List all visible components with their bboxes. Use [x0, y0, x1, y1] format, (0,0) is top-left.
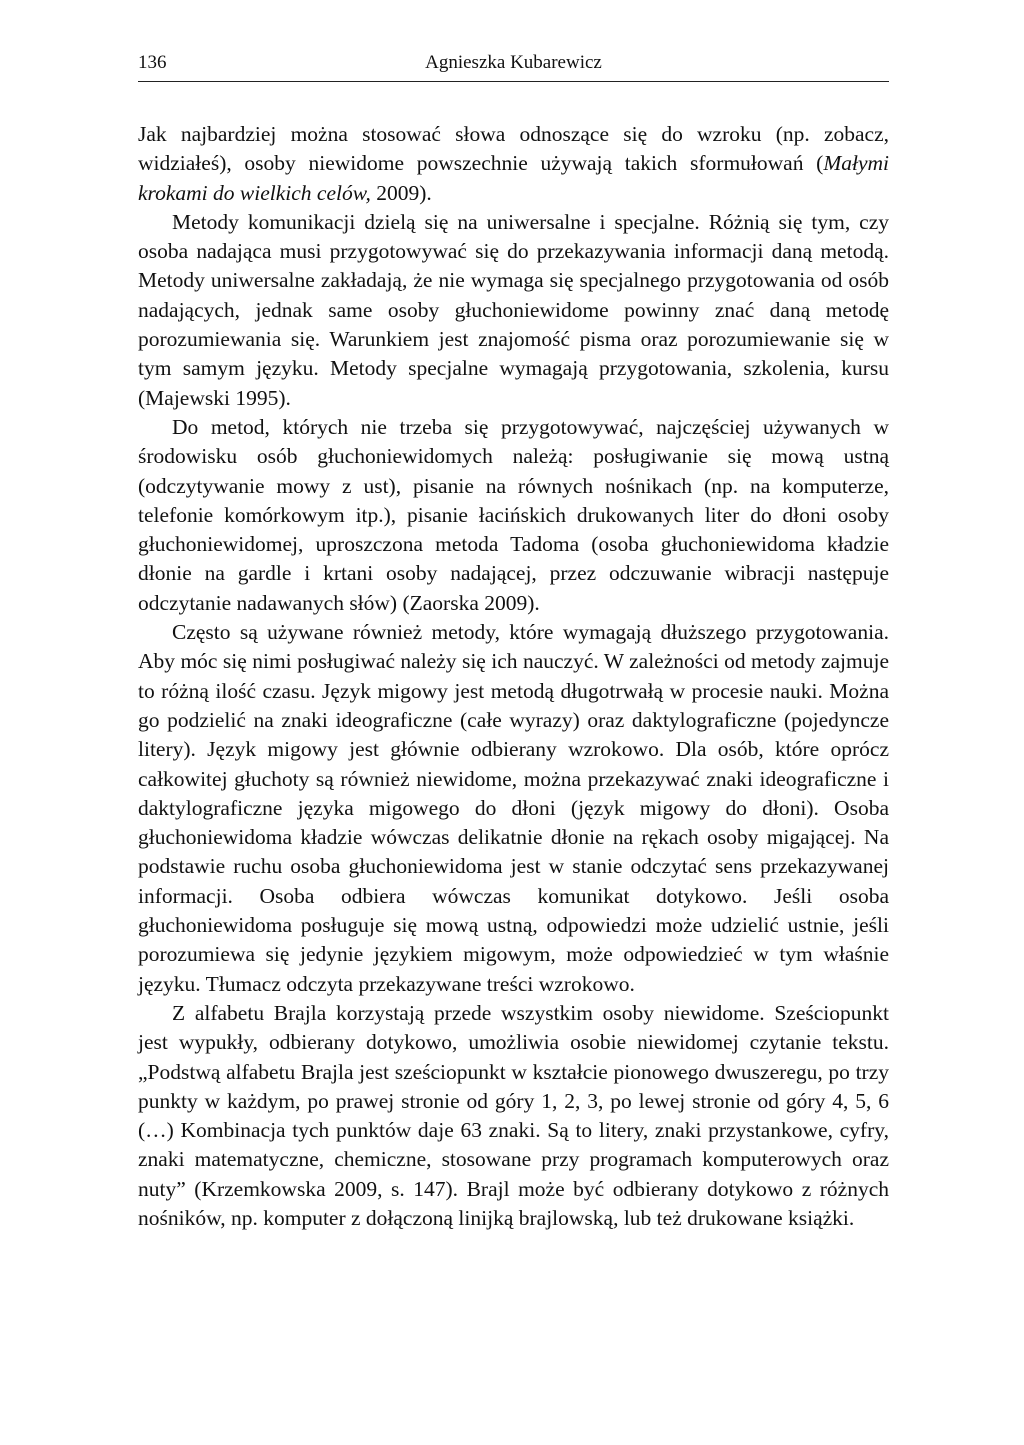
cited-title: Małymi krokami do wielkich celów,	[138, 151, 889, 205]
running-head-author: Agnieszka Kubarewicz	[425, 52, 602, 73]
body-text	[138, 120, 889, 1233]
paragraph-4: Często są używane również metody, które wymagają dłuższego przygotowania. Aby móc się nimi posługiwać należy się ich nauczyć. W zależności od metody zajmuje to różną ilość czasu. Język migowy jest metodą długotrwałą w procesie nauki. Można go podzielić na znaki ideograficzne (całe wyrazy) oraz daktylograficzne (pojedyncze litery). Język migowy jest głównie odbierany wzrokowo. Dla osób, które oprócz całkowitej głuchoty są również niewidome, można przekazywać znaki ideograficzne i daktylograficzne języka migowego do dłoni (język migowy do dłoni). Osoba głuchoniewidoma kładzie wówczas delikatnie dłonie na rękach osoby migającej. Na podstawie ruchu osoba głuchoniewidoma jest w stanie odczytać sens przekazywanej informacji. Osoba odbiera wówczas komunikat dotykowo. Jeśli osoba głuchoniewidoma posługuje się mową ustną, odpowiedzi może udzielić ustnie, jeśli porozumiewa się jedynie językiem migowym, może odpowiedzieć w tym właśnie języku. Tłumacz odczyta przekazywane treści wzrokowo.	[138, 620, 889, 996]
paragraph-5: Z alfabetu Brajla korzystają przede wszystkim osoby niewidome. Sześciopunkt jest wypukły, odbierany dotykowo, umożliwia osobie niewidomej czytanie tekstu. „Podstwą alfabetu Brajla jest sześciopunkt w kształcie pionowego dwuszeregu, po trzy punkty w każdym, po prawej stronie od góry 1, 2, 3, po lewej stronie od góry 4, 5, 6 (…) Kombinacja tych punktów daje 63 znaki. Są to litery, znaki przystankowe, cyfry, znaki matematyczne, chemiczne, stosowane przy programach komputerowych oraz nuty” (Krzemkowska 2009, s. 147). Brajl może być odbierany dotykowo z różnych nośników, np. komputer z dołączoną linijką brajlowską, lub też drukowane książki.	[138, 1000, 889, 1230]
paragraph-3: Do metod, których nie trzeba się przygotowywać, najczęściej używanych w środowisku osób głuchoniewidomych należą: posługiwanie się mową ustną (odczytywanie mowy z ust), pisanie na równych nośnikach (np. na komputerze, telefonie komórkowym itp.), pisanie łacińskich drukowanych liter do dłoni osoby głuchoniewidomej, uproszczona metoda Tadoma (osoba głuchoniewidoma kładzie dłonie na gardle i krtani osoby nadającej, przez odczuwanie wibracji następuje odczytanie nadawanych słów) (Zaorska 2009).	[138, 414, 889, 615]
paragraph-1-text-start: Jak najbardziej można stosować słowa odnoszące się do wzroku (np. zobacz, widziałeś), osoby niewidome powszechnie używają takich sformułowań (	[138, 122, 889, 176]
page-number: 136	[138, 52, 167, 73]
paragraph-2: Metody komunikacji dzielą się na uniwersalne i specjalne. Różnią się tym, czy osoba nadająca musi przygotowywać się do przekazywania informacji daną metodą. Metody uniwersalne zakładają, że nie wymaga się specjalnego przygotowania od osób nadających, jednak same osoby głuchoniewidome powinny znać daną metodę porozumiewania się. Warunkiem jest znajomość pisma oraz porozumiewanie się w tym samym języku. Metody specjalne wymagają przygotowania, szkolenia, kursu (Majewski 1995).	[138, 209, 889, 410]
paragraph-1-text-end: 2009).	[370, 180, 432, 205]
running-header	[138, 49, 889, 82]
paragraph-1	[138, 120, 889, 208]
